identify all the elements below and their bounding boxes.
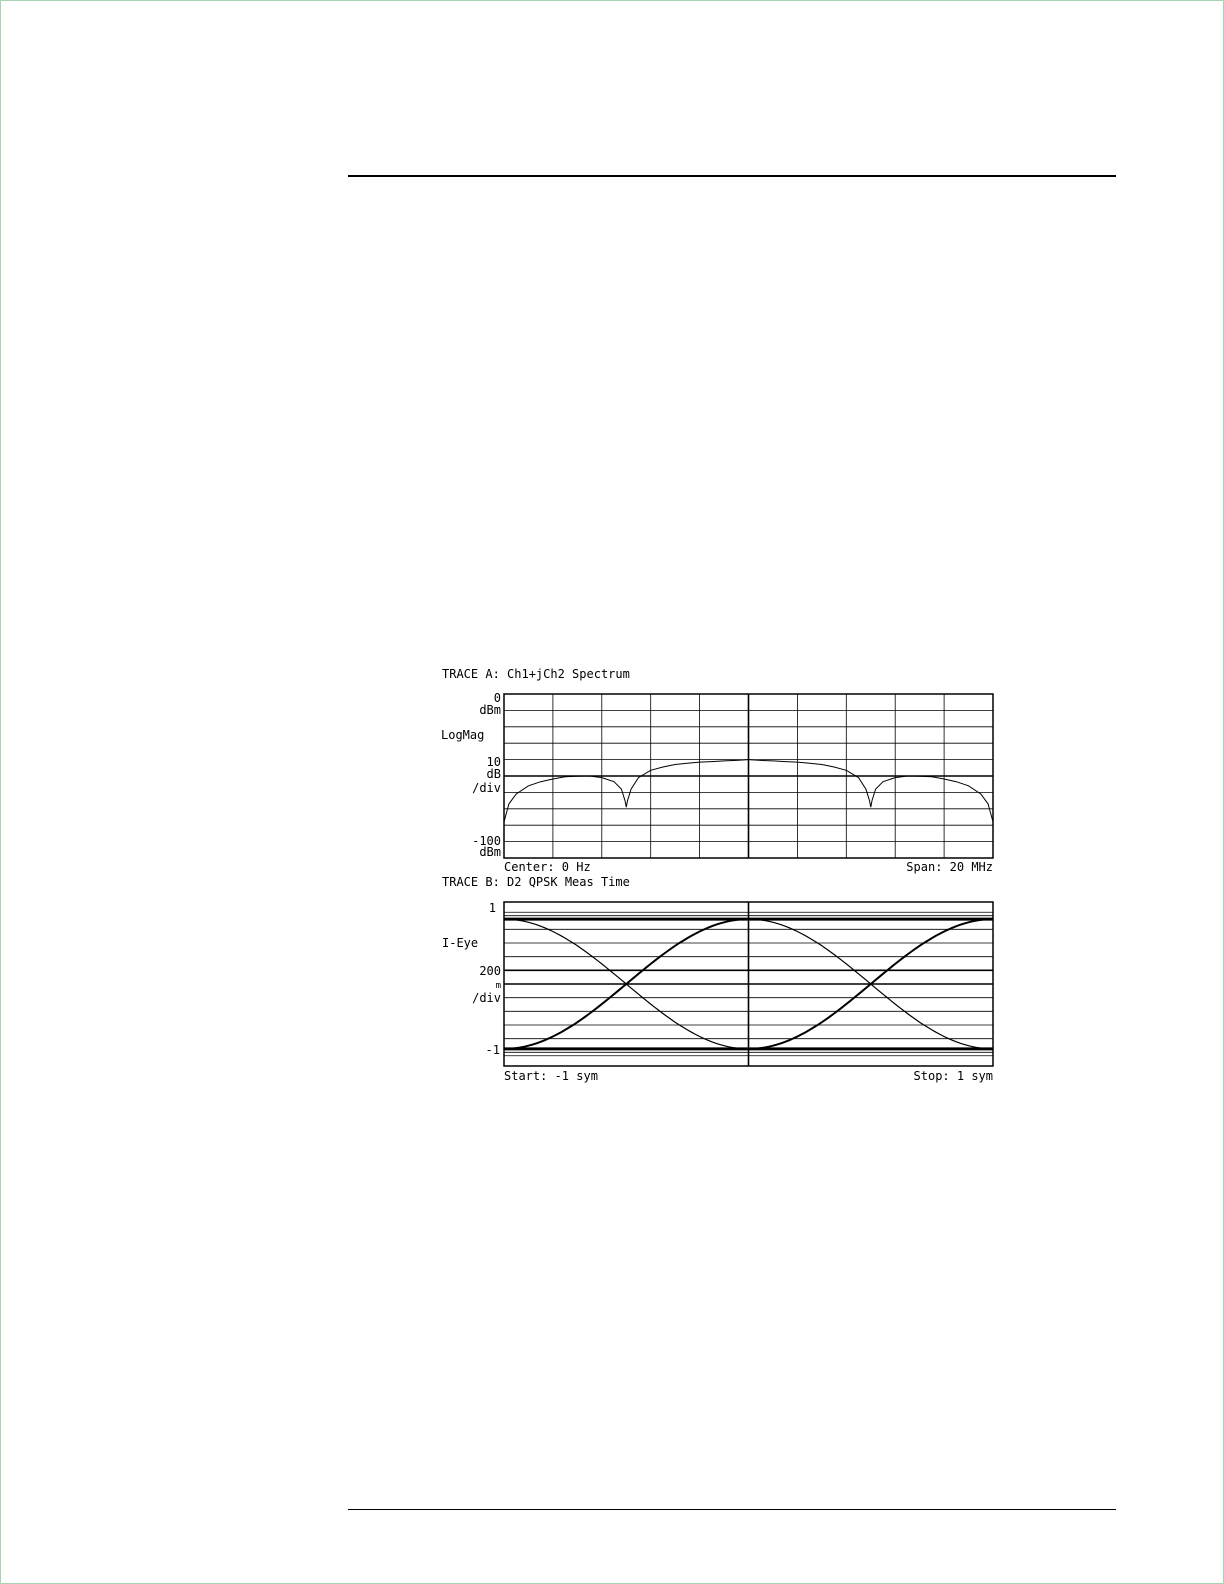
trace-a-ytop-value: 0	[493, 691, 501, 705]
trace-b-scale-per: /div	[472, 991, 501, 1005]
trace-b-x-right-label: Stop: 1 sym	[913, 1069, 993, 1083]
trace-a-scale-unit: dB	[486, 767, 501, 781]
trace-a-ybottom-unit: dBm	[479, 845, 501, 859]
trace-b-ytop-label: 1	[488, 901, 496, 915]
trace-b-x-left-label: Start: -1 sym	[504, 1069, 598, 1083]
trace-b-title: TRACE B: D2 QPSK Meas Time	[442, 875, 630, 889]
trace-a-x-right-label: Span: 20 MHz	[906, 860, 993, 874]
trace-a-scale-value: 10	[486, 755, 501, 769]
trace-a-x-left-label: Center: 0 Hz	[504, 860, 591, 874]
trace-a-format-label: LogMag	[441, 728, 485, 742]
trace-b-scale-unit: m	[495, 981, 501, 991]
trace-b-grid	[504, 902, 993, 1066]
trace-a-ytop-unit: dBm	[479, 703, 501, 717]
trace-a-scale-per: /div	[472, 781, 501, 795]
trace-b-scale-value: 200	[479, 964, 501, 978]
trace-b-format-label: I-Eye	[442, 936, 479, 950]
trace-a-ybottom-value: -100	[472, 834, 501, 848]
trace-b-ybottom-label: -1	[485, 1043, 500, 1057]
trace-a-title: TRACE A: Ch1+jCh2 Spectrum	[442, 668, 630, 681]
header-rule	[348, 175, 1116, 177]
analyzer-display	[440, 668, 1000, 1092]
footer-rule	[348, 1509, 1116, 1510]
